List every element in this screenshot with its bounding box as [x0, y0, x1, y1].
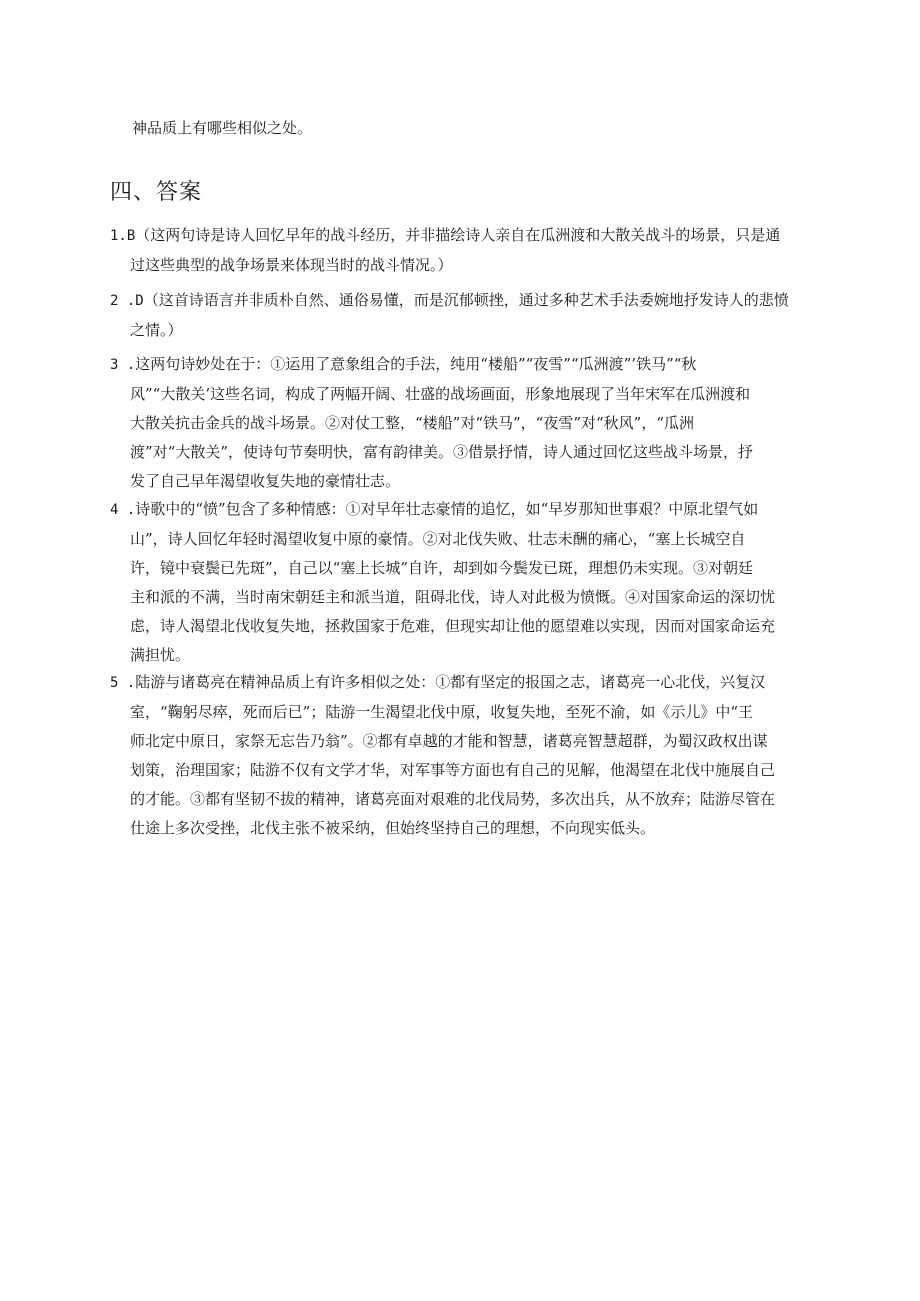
- answer-line: 的才能。③都有坚韧不拔的精神，诸葛亮面对艰难的北伐局势，多次出兵，从不放弃；陆游尽管在: [130, 790, 776, 808]
- answer-line: [110, 495, 810, 525]
- answer-item-4: [110, 495, 810, 670]
- answer-line: 发了自己早年渴望收复失地的豪情壮志。: [130, 472, 401, 490]
- section-heading: 四、答案: [110, 180, 203, 205]
- answer-number: 1.B: [110, 228, 136, 244]
- answer-line: 虑，诗人渴望北伐收复失地，拯救国家于危难，但现实却让他的愿望难以实现，因而对国家命运充: [130, 617, 776, 635]
- answer-line: 划策，治理国家；陆游不仅有文学才华，对军事等方面也有自己的见解，他渴望在北伐中施展自己: [130, 761, 776, 779]
- answer-line: 室，“鞠躬尽瘁，死而后已”；陆游一生渴望北伐中原，收复失地，至死不渝，如《示儿》中“王: [130, 703, 754, 721]
- answer-line: 许，镜中衰鬓已先斑”，自己以“塞上长城”自许，却到如今鬓发已斑，理想仍未实现。③对朝廷: [130, 559, 754, 577]
- answer-line: 风”“大散关’这些名词，构成了两幅开阔、壮盛的战场画面，形象地展现了当年宋军在瓜洲渡和: [130, 385, 751, 403]
- answer-line: 之情。）: [130, 321, 183, 339]
- answer-text: （这两句诗是诗人回忆早年的战斗经历，并非描绘诗人亲自在瓜洲渡和大散关战斗的场景，只是通: [135, 226, 781, 244]
- answer-line: [110, 286, 810, 316]
- answer-line: 山”，诗人回忆年轻时渴望收复中原的豪情。②对北伐失败、壮志未酬的痛心，“塞上长城空自: [130, 530, 746, 548]
- answer-text: 这两句诗妙处在于：①运用了意象组合的手法，纯用“楼船”“夜雪”“瓜洲渡”’铁马”“秋: [135, 355, 697, 373]
- answer-item-5: [110, 668, 810, 843]
- intro-continuation-text: 神品质上有哪些相似之处。: [132, 119, 313, 137]
- answer-text: 诗歌中的“愤”包含了多种情感：①对早年壮志豪情的追忆，如“早岁那知世事艰？中原北望气如: [135, 500, 759, 518]
- answer-number: 5 .: [110, 675, 136, 691]
- answer-item-3: [110, 350, 810, 496]
- answer-number: 3 .: [110, 357, 136, 373]
- answer-line: [110, 350, 810, 380]
- answer-line: 满担忧。: [130, 646, 191, 664]
- answer-line: 仕途上多次受挫，北伐主张不被采纳，但始终坚持自己的理想，不向现实低头。: [130, 819, 656, 837]
- answer-number: 2 .D: [110, 293, 144, 309]
- answer-item-2: [110, 286, 810, 345]
- answer-text: 陆游与诸葛亮在精神品质上有许多相似之处：①都有坚定的报国之志，诸葛亮一心北伐，兴复汉: [135, 673, 766, 691]
- answer-line: 渡”对“大散关”，使诗句节奏明快，富有韵律美。③借景抒情，诗人通过回忆这些战斗场景，抒: [130, 443, 754, 461]
- answer-line: 大散关抗击金兵的战斗场景。②对仗工整，“楼船”对“铁马”，“夜雪”对“秋风”，“瓜洲: [130, 414, 695, 432]
- answer-line: [110, 668, 810, 698]
- answer-line: 主和派的不满，当时南宋朝廷主和派当道，阻碍北伐，诗人对此极为愤慨。④对国家命运的深切忧: [130, 588, 776, 606]
- answer-text: （这首诗语言并非质朴自然、通俗易懂，而是沉郁顿挫，通过多种艺术手法委婉地抒发诗人的悲愤: [143, 291, 789, 309]
- answer-line: 师北定中原日，家祭无忘告乃翁”。②都有卓越的才能和智慧，诸葛亮智慧超群，为蜀汉政权出谋: [130, 732, 768, 750]
- answer-line: 过这些典型的战争场景来体现当时的战斗情况。）: [130, 256, 453, 274]
- answer-number: 4 .: [110, 502, 136, 518]
- answer-line: [110, 221, 810, 251]
- answer-item-1: [110, 221, 810, 280]
